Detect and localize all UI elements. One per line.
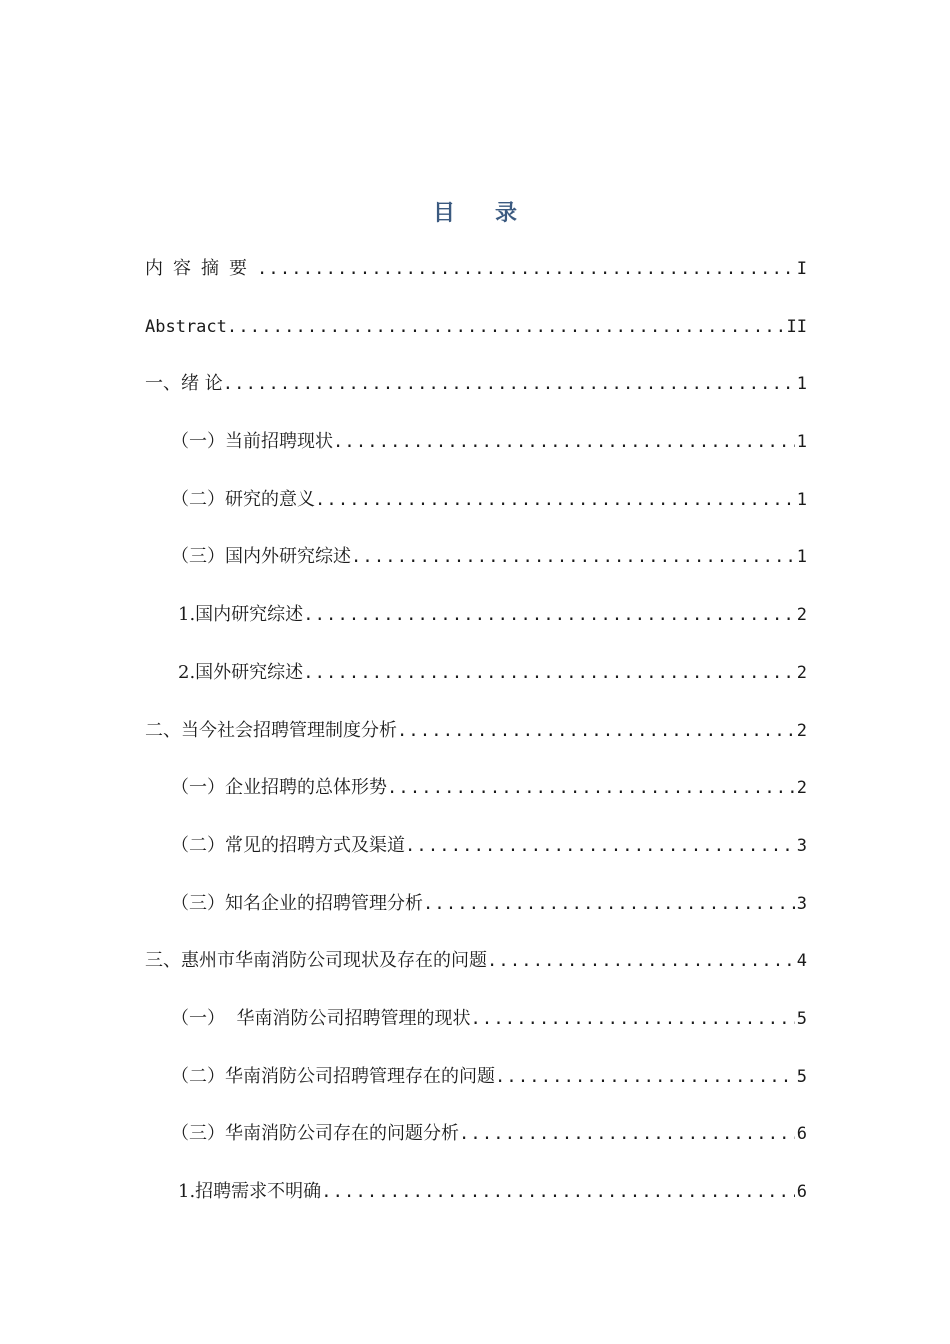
toc-entry-page: 1 <box>796 374 807 395</box>
toc-entry-page: II <box>786 316 807 337</box>
toc-leader-dots <box>303 600 795 630</box>
toc-entry[interactable] <box>145 831 807 889</box>
toc-entry-page: 2 <box>796 605 807 626</box>
toc-entry-label: 二、当今社会招聘管理制度分析 <box>145 719 397 741</box>
toc-leader-dots <box>423 889 795 919</box>
toc-entry[interactable] <box>145 1062 807 1120</box>
toc-leader-dots <box>223 369 795 399</box>
toc-entry[interactable] <box>145 1004 807 1062</box>
toc-title: 目录 <box>432 200 557 226</box>
toc-entry[interactable] <box>145 946 807 1004</box>
toc-entry[interactable] <box>145 485 807 543</box>
toc-entry-label: （一） 华南消防公司招聘管理的现状 <box>171 1007 471 1029</box>
toc-entry[interactable] <box>145 542 807 600</box>
table-of-contents <box>145 254 807 1235</box>
toc-entry-label: （一）企业招聘的总体形势 <box>171 777 387 799</box>
toc-leader-dots <box>333 427 795 457</box>
toc-leader-dots <box>495 1062 795 1092</box>
toc-entry-label: （二）华南消防公司招聘管理存在的问题 <box>171 1065 495 1087</box>
toc-entry-page: 6 <box>796 1124 807 1145</box>
toc-entry-page: 1 <box>796 432 807 453</box>
toc-entry[interactable] <box>145 600 807 658</box>
toc-leader-dots <box>405 831 795 861</box>
toc-entry-label: （二）常见的招聘方式及渠道 <box>171 834 405 856</box>
toc-entry-label: （三）国内外研究综述 <box>171 546 351 568</box>
toc-entry[interactable] <box>145 1177 807 1235</box>
toc-entry-page: 3 <box>796 835 807 856</box>
toc-entry-label: 三、惠州市华南消防公司现状及存在的问题 <box>145 950 487 972</box>
toc-entry-label: 内容摘要 <box>145 258 257 279</box>
toc-entry-page: I <box>796 259 807 279</box>
toc-leader-dots <box>303 658 795 688</box>
toc-entry-label: Abstract <box>145 316 227 337</box>
toc-leader-dots <box>470 1004 794 1034</box>
toc-entry-page: 4 <box>796 951 807 972</box>
toc-entry-label: 1.国内研究综述 <box>178 604 304 626</box>
toc-entry-label: （三）华南消防公司存在的问题分析 <box>171 1123 459 1145</box>
toc-entry-label: 2.国外研究综述 <box>178 661 304 683</box>
toc-leader-dots <box>321 1177 795 1207</box>
toc-entry-page: 6 <box>796 1182 807 1202</box>
toc-entry[interactable] <box>145 889 807 947</box>
toc-entry-page: 1 <box>796 547 807 568</box>
toc-entry-page: 2 <box>796 662 807 683</box>
toc-leader-dots <box>227 312 785 342</box>
toc-entry[interactable] <box>145 369 807 427</box>
toc-entry-page: 1 <box>796 489 807 510</box>
toc-leader-dots <box>487 946 795 976</box>
toc-entry-label: （一）当前招聘现状 <box>171 431 333 453</box>
toc-leader-dots <box>315 485 795 515</box>
toc-entry-label: （三）知名企业的招聘管理分析 <box>171 892 423 914</box>
toc-entry-page: 5 <box>796 1066 807 1087</box>
toc-leader-dots <box>397 716 795 746</box>
toc-leader-dots <box>257 254 795 284</box>
toc-entry-page: 3 <box>796 893 807 914</box>
toc-entry-label: 1.招聘需求不明确 <box>178 1181 322 1202</box>
toc-entry-page: 5 <box>796 1008 807 1029</box>
toc-entry[interactable] <box>145 716 807 774</box>
toc-entry-label: 一、绪 论 <box>145 373 223 395</box>
toc-leader-dots <box>351 542 795 572</box>
toc-entry[interactable] <box>145 773 807 831</box>
toc-entry-page: 2 <box>796 778 807 799</box>
toc-entry[interactable] <box>145 1119 807 1177</box>
toc-leader-dots <box>387 773 795 803</box>
toc-entry-label: （二）研究的意义 <box>171 488 315 510</box>
toc-entry[interactable] <box>145 427 807 485</box>
toc-entry[interactable] <box>145 658 807 716</box>
toc-entry-page: 2 <box>796 720 807 741</box>
toc-entry[interactable] <box>145 254 807 312</box>
toc-leader-dots <box>459 1119 795 1149</box>
toc-entry[interactable] <box>145 312 807 370</box>
